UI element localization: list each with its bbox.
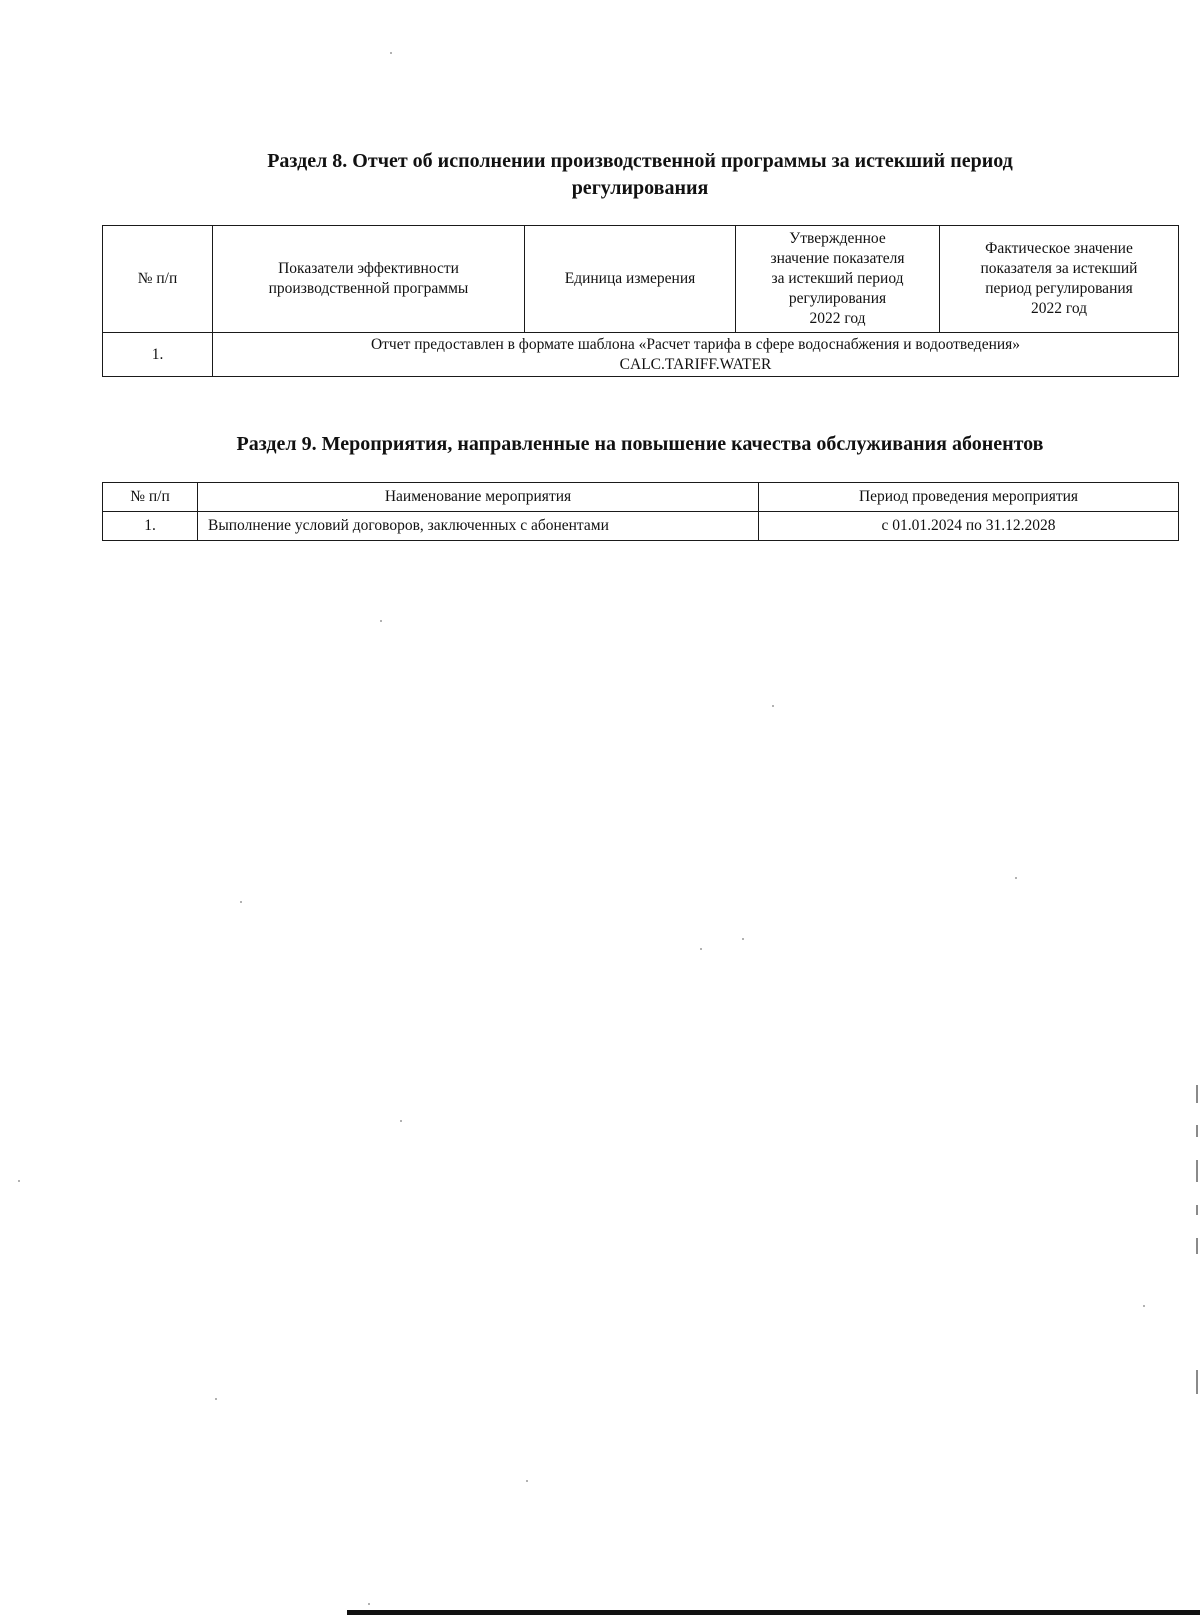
section-8-title-line1: Раздел 8. Отчет об исполнении производственной программы за истекший период	[267, 150, 1013, 172]
header-period: Период проведения мероприятия	[759, 483, 1179, 512]
scan-speck	[240, 901, 242, 903]
header-actual	[940, 226, 1179, 333]
header-indicators	[213, 226, 525, 333]
header-actual-line1: Фактическое значение	[985, 240, 1133, 257]
scan-speck	[742, 938, 744, 940]
header-actual-line3: период регулирования	[985, 280, 1133, 297]
scan-speck	[380, 620, 382, 622]
table-header-row	[103, 226, 1179, 333]
section-8-title-line2: регулирования	[571, 177, 709, 199]
scan-speck	[18, 1180, 20, 1182]
scan-speck	[390, 52, 392, 54]
table-header-row	[103, 483, 1179, 512]
row-num: 1.	[103, 512, 198, 541]
header-approved-line5: 2022 год	[809, 310, 866, 327]
header-unit: Единица измерения	[525, 226, 736, 333]
table-row	[103, 333, 1179, 377]
scan-speck	[700, 948, 702, 950]
scan-edge-mark	[1196, 1370, 1198, 1394]
header-approved-line4: регулирования	[788, 290, 887, 307]
section-8-title	[100, 148, 1180, 202]
section-8-table	[102, 225, 1179, 377]
scan-edge-mark	[1196, 1238, 1198, 1254]
bottom-scan-border	[347, 1610, 1200, 1615]
header-num: № п/п	[103, 483, 198, 512]
section-9-title: Раздел 9. Мероприятия, направленные на повышение качества обслуживания абонентов	[236, 433, 1044, 455]
header-approved	[736, 226, 940, 333]
header-num: № п/п	[103, 226, 213, 333]
scan-speck	[772, 705, 774, 707]
scan-speck	[1143, 1305, 1145, 1307]
table-row	[103, 512, 1179, 541]
row-activity-period: с 01.01.2024 по 31.12.2028	[759, 512, 1179, 541]
row-report-text	[213, 333, 1179, 377]
header-name: Наименование мероприятия	[198, 483, 759, 512]
scan-edge-mark	[1196, 1205, 1198, 1215]
row-num: 1.	[103, 333, 213, 377]
scan-speck	[526, 1480, 528, 1482]
header-actual-line2: показателя за истекший	[980, 260, 1138, 277]
scan-speck	[215, 1398, 217, 1400]
header-approved-line3: за истекший период	[771, 270, 904, 287]
header-approved-line1: Утвержденное	[789, 230, 886, 247]
scan-speck	[1015, 877, 1017, 879]
scan-edge-mark	[1196, 1160, 1198, 1182]
scan-edge-mark	[1196, 1125, 1198, 1137]
section-9-table	[102, 482, 1179, 541]
header-actual-line4: 2022 год	[1030, 300, 1088, 317]
header-approved-line2: значение показателя	[770, 250, 905, 267]
row-activity-name: Выполнение условий договоров, заключенных с абонентами	[198, 512, 759, 541]
header-indicators-line2: производственной программы	[268, 280, 469, 297]
scan-speck	[400, 1120, 402, 1122]
scan-speck	[368, 1603, 370, 1605]
header-indicators-line1: Показатели эффективности	[278, 260, 459, 277]
row-report-text-line2: CALC.TARIFF.WATER	[619, 355, 772, 373]
row-report-text-line1: Отчет предоставлен в формате шаблона «Расчет тарифа в сфере водоснабжения и водоотведения»	[370, 335, 1021, 353]
scan-edge-mark	[1196, 1085, 1198, 1103]
